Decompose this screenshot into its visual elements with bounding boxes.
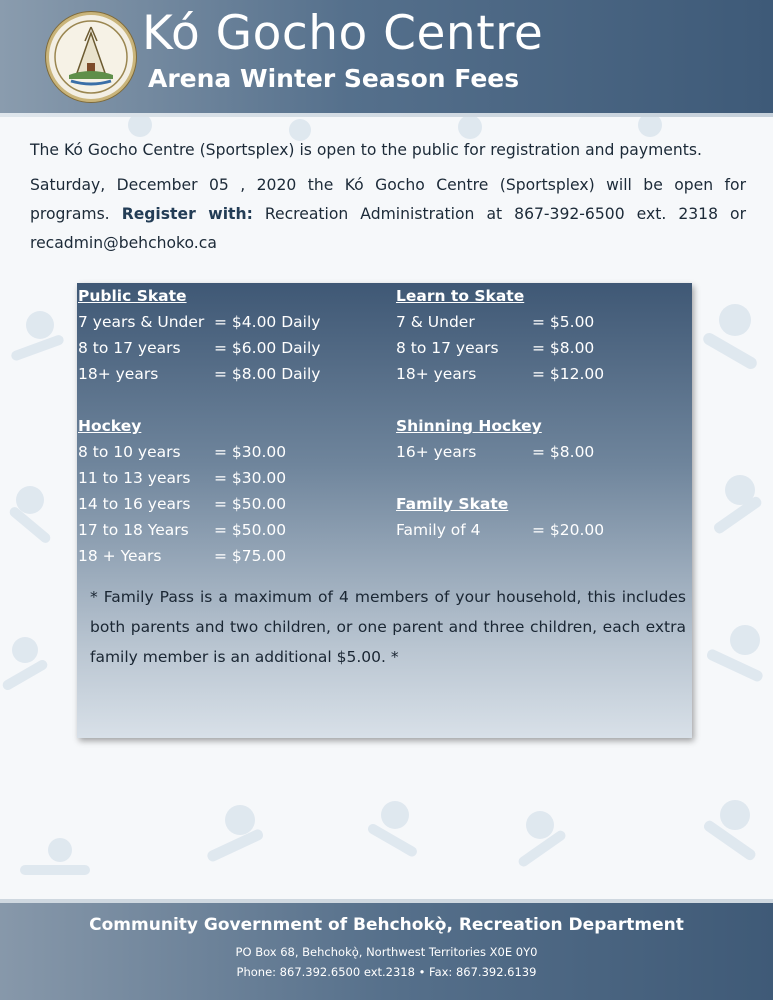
- hockey-title: Hockey: [78, 417, 142, 435]
- fee-label: 18+ years: [78, 365, 159, 383]
- hockey-section: [78, 413, 378, 569]
- fees-panel: [77, 283, 692, 738]
- fee-price: = $6.00 Daily: [214, 339, 321, 357]
- intro-line-2-prefix: Saturday, December 05 , 2020 the Kó Gocho Centre (Sportsplex) will be open for programs.: [30, 176, 746, 223]
- fee-label: 8 to 10 years: [78, 443, 181, 461]
- intro-line-2: [30, 171, 746, 258]
- community-logo-icon: [46, 12, 136, 102]
- intro-line-2-suffix: Recreation Administration at 867-392-6500 ext. 2318 or recadmin@behchoko.ca: [30, 205, 746, 252]
- page-subtitle: Arena Winter Season Fees: [148, 64, 520, 93]
- fee-label: 14 to 16 years: [78, 495, 191, 513]
- fee-price: = $8.00: [532, 443, 595, 461]
- header-banner: [0, 0, 773, 113]
- footer-contact: Phone: 867.392.6500 ext.2318 • Fax: 867.392.6139: [236, 965, 537, 979]
- fee-price: = $8.00: [532, 339, 595, 357]
- fee-row: [396, 309, 691, 335]
- fee-row: [396, 517, 691, 543]
- fee-label: 8 to 17 years: [78, 339, 181, 357]
- fee-row: [396, 361, 691, 387]
- fee-label: 7 years & Under: [78, 313, 205, 331]
- fee-row: [78, 517, 378, 543]
- fee-price: = $5.00: [532, 313, 595, 331]
- header-divider: [0, 113, 773, 117]
- fee-row: [78, 543, 378, 569]
- fee-row: [78, 309, 378, 335]
- fee-row: [78, 439, 378, 465]
- fee-row: [396, 439, 691, 465]
- footer-address: PO Box 68, Behchokǫ̀, Northwest Territories X0E 0Y0: [235, 945, 538, 959]
- fee-price: = $8.00 Daily: [214, 365, 321, 383]
- fee-label: 16+ years: [396, 443, 477, 461]
- fee-price: = $20.00: [532, 521, 605, 539]
- fees-column-left: [78, 283, 378, 595]
- fee-row: [78, 361, 378, 387]
- fee-row: [78, 335, 378, 361]
- family-pass-note: * Family Pass is a maximum of 4 members of your household, this includes both parents and two children, or one parent and three children, each extra family member is an additional $5.00. *: [90, 588, 686, 666]
- public-skate-title: Public Skate: [78, 287, 187, 305]
- fee-label: 8 to 17 years: [396, 339, 499, 357]
- fee-price: = $75.00: [214, 547, 287, 565]
- family-skate-title: Family Skate: [396, 495, 509, 513]
- fee-label: 17 to 18 Years: [78, 521, 189, 539]
- fee-price: = $4.00 Daily: [214, 313, 321, 331]
- family-skate-section: [396, 491, 691, 543]
- fee-label: 18 + Years: [78, 547, 162, 565]
- shinning-hockey-title: Shinning Hockey: [396, 417, 542, 435]
- fee-price: = $30.00: [214, 443, 287, 461]
- fee-price: = $30.00: [214, 469, 287, 487]
- register-with-label: Register with:: [121, 205, 253, 223]
- fees-column-right: [396, 283, 691, 569]
- learn-to-skate-title: Learn to Skate: [396, 287, 525, 305]
- fee-label: Family of 4: [396, 521, 481, 539]
- fee-label: 18+ years: [396, 365, 477, 383]
- fee-price: = $50.00: [214, 521, 287, 539]
- fee-row: [396, 335, 691, 361]
- fee-label: 11 to 13 years: [78, 469, 191, 487]
- learn-to-skate-section: [396, 283, 691, 387]
- footer-organization: Community Government of Behchokǫ̀, Recreation Department: [89, 915, 684, 935]
- fee-row: [78, 491, 378, 517]
- shinning-hockey-section: [396, 413, 691, 465]
- fee-row: [78, 465, 378, 491]
- intro-section: [30, 136, 746, 264]
- fee-price: = $50.00: [214, 495, 287, 513]
- fee-price: = $12.00: [532, 365, 605, 383]
- intro-line-1: The Kó Gocho Centre (Sportsplex) is open to the public for registration and payments.: [30, 141, 702, 159]
- fee-label: 7 & Under: [396, 313, 475, 331]
- public-skate-section: [78, 283, 378, 387]
- page-title: Kó Gocho Centre: [142, 6, 544, 61]
- footer-banner: [0, 903, 773, 1000]
